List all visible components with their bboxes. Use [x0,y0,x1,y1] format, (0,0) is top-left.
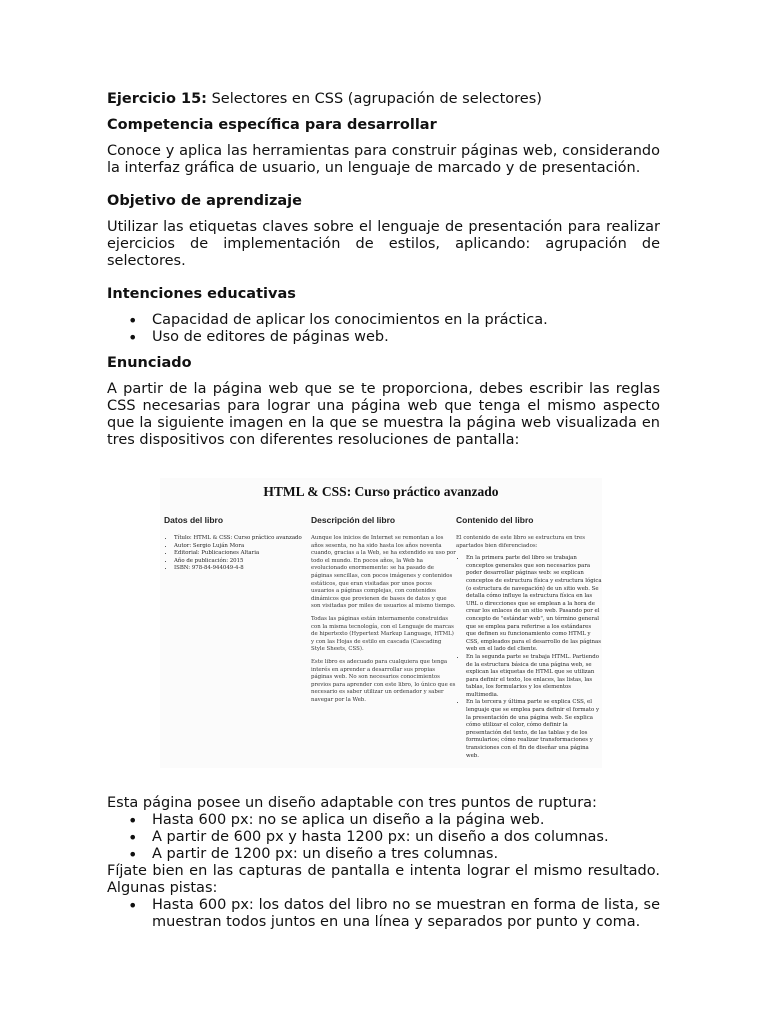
document-body [107,91,660,449]
book-page-screenshot [160,478,602,768]
list-item: • Autor: Sergio Luján Mora [174,543,306,551]
adaptable-intro: Esta página posee un diseño adaptable con tres puntos de ruptura: [107,795,597,811]
list-item: • En la segunda parte se trabaja HTML. Partiendo de la estructura básica de una página web, se explican las etiquetas de HTML que se utilizan para definir el texto, los enlaces, las listas, las tablas, los formularios y los elementos multimedia. [466,654,602,700]
list-item: • En la primera parte del libro se trabajan conceptos generales que son necesarios para poder desarrollar páginas web: se explican conceptos de estructura física y estructura lógica (o estructura de navegación) de un sitio web. Se detalla cómo influye la estructura física en las URL o direcciones que se emplean a la hora de crear los enlaces de un sitio web. Pasando por el concepto de "estándar web", un término general que se emplea para referirse a los estándares que definen su funcionamiento como HTML y CSS, empleados para el desarrollo de las páginas web en el lado del cliente. [466,555,602,654]
enunciado-heading: Enunciado [107,355,192,371]
intenciones-heading: Intenciones educativas [107,286,296,302]
list-item: • Editorial: Publicaciones Altaria [174,550,306,558]
descripcion-column [311,515,456,709]
objetivo-heading: Objetivo de aprendizaje [107,193,302,209]
contenido-list [456,555,602,760]
list-item: • A partir de 1200 px: un diseño a tres columnas. [107,846,660,863]
objetivo-text: Utilizar las etiquetas claves sobre el lenguaje de presentación para realizar ejercicios de implementación de estilos, aplicando: agrupación de selectores. [107,219,660,269]
descripcion-paragraph: Todas las páginas están internamente construidas con la misma tecnología, con el Lenguaje de marcas de hipertexto (Hypertext Markup Language, HTML) y con las Hojas de estilo en cascada (Cascading Style Sheets, CSS). [311,615,454,653]
descripcion-paragraph: Este libro es adecuado para cualquiera que tenga interés en aprender a desarrollar sus propias páginas web. No son necesarios conocimientos previos para aprender con este libro, lo único que es necesario es saber utilizar un ordenador y saber navegar por la Web. [311,658,456,703]
contenido-intro: El contenido de este libro se estructura en tres apartados bien diferenciados: [456,535,585,549]
list-item: • Uso de editores de páginas web. [107,329,660,346]
list-item: • Capacidad de aplicar los conocimientos en la práctica. [107,312,660,329]
screenshot-title: HTML & CSS: Curso práctico avanzado [263,484,499,499]
intenciones-list [107,312,660,346]
exercise-title [107,91,660,108]
list-item: • A partir de 600 px y hasta 1200 px: un diseño a dos columnas. [107,829,660,846]
exercise-label: Ejercicio 15: [107,91,207,107]
datos-list [164,535,306,573]
descripcion-paragraph: Aunque los inicios de Internet se remontan a los años sesenta, no ha sido hasta los años noventa cuando, gracias a la Web, se ha extendido su uso por todo el mundo. En pocos años, la Web ha evolucionado enormemente: se ha pasado de páginas sencillas, con pocos imágenes y contenidos estáticos, que eran visitadas por unos pocos usuarios a páginas complejas, con contenidos dinámicos que provienen de bases de datos y que son visitadas por miles de usuarios al mismo tiempo. [311,535,456,610]
adaptable-section [107,795,660,931]
datos-heading: Datos del libro [164,515,224,525]
enunciado-text: A partir de la página web que se te proporciona, debes escribir las reglas CSS necesarias para lograr una página web que tenga el mismo aspecto que la siguiente imagen en la que se muestra la página web visualizada en tres dispositivos con diferentes resoluciones de pantalla: [107,381,660,448]
list-item: • Título: HTML & CSS: Curso práctico avanzado [174,535,306,543]
list-item: • En la tercera y última parte se explica CSS, el lenguaje que se emplea para definir el formato y la presentación de una página web. Se explica cómo utilizar el color, cómo definir la presentación del texto, de las tablas y de los formularios; cómo realizar transformaciones y transiciones con el fin de diseñar una página web. [466,699,602,760]
competencia-heading: Competencia específica para desarrollar [107,117,437,133]
descripcion-heading: Descripción del libro [311,515,396,525]
exercise-topic: Selectores en CSS (agrupación de selectores) [211,91,542,107]
list-item: • ISBN: 978-84-944049-4-8 [174,565,306,573]
pistas-list [107,897,660,931]
list-item: • Año de publicación: 2015 [174,558,306,566]
datos-column [164,515,306,573]
contenido-column [456,515,602,760]
contenido-heading: Contenido del libro [456,515,534,525]
pistas-intro: Fíjate bien en las capturas de pantalla e intenta lograr el mismo resultado. Algunas pistas: [107,863,660,896]
list-item: • Hasta 600 px: no se aplica un diseño a la página web. [107,812,660,829]
breakpoints-list [107,812,660,863]
competencia-text: Conoce y aplica las herramientas para construir páginas web, considerando la interfaz gráfica de usuario, un lenguaje de marcado y de presentación. [107,143,660,176]
list-item: • Hasta 600 px: los datos del libro no se muestran en forma de lista, se muestran todos juntos en una línea y separados por punto y coma. [107,897,660,931]
